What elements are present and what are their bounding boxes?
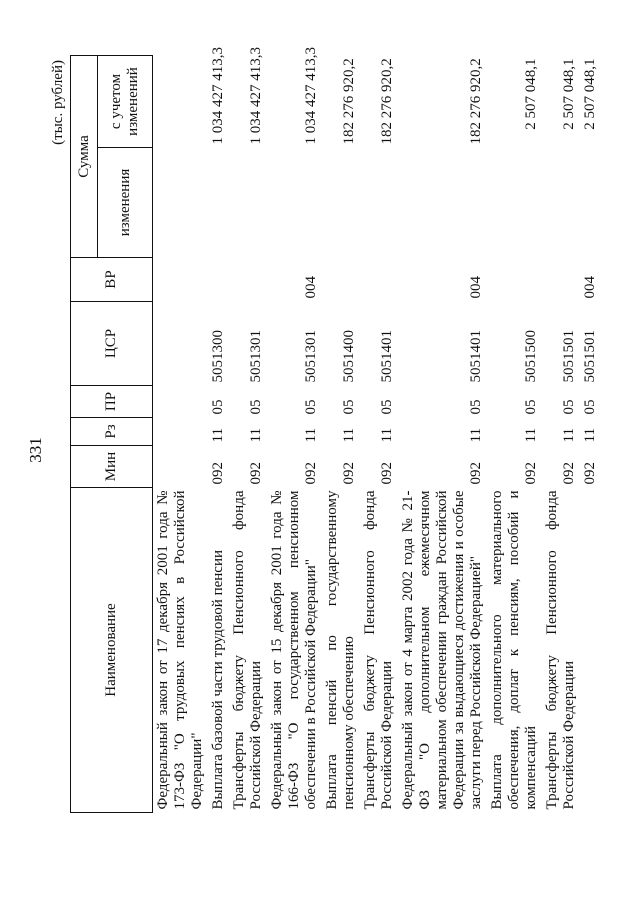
header-min: Мин bbox=[71, 446, 153, 488]
row-min: 092 bbox=[248, 462, 264, 485]
row-with-changes: 2 507 048,1 bbox=[561, 58, 577, 130]
header-changes: изменения bbox=[98, 148, 153, 258]
header-sum: Сумма bbox=[71, 55, 98, 257]
row-vr bbox=[360, 258, 398, 302]
row-changes bbox=[542, 148, 580, 258]
row-with-changes bbox=[153, 55, 209, 147]
row-rz: 11 bbox=[523, 428, 539, 443]
row-rz: 11 bbox=[582, 428, 598, 443]
table-row bbox=[487, 55, 542, 812]
row-with-changes: 182 276 920,2 bbox=[468, 58, 484, 145]
row-min: 092 bbox=[379, 462, 395, 485]
row-vr bbox=[322, 258, 360, 302]
row-pr: 05 bbox=[379, 399, 395, 415]
row-changes bbox=[229, 148, 267, 258]
row-csr: 5051300 bbox=[210, 330, 226, 383]
row-changes bbox=[487, 148, 542, 258]
row-rz: 11 bbox=[248, 428, 264, 443]
budget-table bbox=[70, 47, 601, 813]
table-row bbox=[229, 55, 267, 812]
row-pr: 05 bbox=[561, 399, 577, 415]
row-csr: 5051301 bbox=[303, 330, 319, 383]
row-min: 092 bbox=[341, 462, 357, 485]
row-vr bbox=[487, 258, 542, 302]
header-rz: Рз bbox=[71, 418, 153, 446]
table-header-row bbox=[71, 55, 98, 812]
row-min: 092 bbox=[210, 462, 226, 485]
row-vr: 004 bbox=[582, 276, 598, 299]
row-csr bbox=[153, 302, 209, 386]
row-vr: 004 bbox=[303, 276, 319, 299]
row-vr bbox=[229, 258, 267, 302]
row-min bbox=[153, 446, 209, 488]
row-changes bbox=[398, 148, 487, 258]
row-min: 092 bbox=[523, 462, 539, 485]
header-name: Наименование bbox=[71, 488, 153, 813]
row-pr: 05 bbox=[303, 399, 319, 415]
row-changes bbox=[580, 148, 601, 258]
row-vr bbox=[153, 258, 209, 302]
table-row bbox=[360, 55, 398, 812]
row-rz: 11 bbox=[468, 428, 484, 443]
table-row bbox=[208, 55, 229, 812]
table-row bbox=[153, 55, 209, 812]
row-min: 092 bbox=[303, 462, 319, 485]
row-pr: 05 bbox=[248, 399, 264, 415]
unit-note: (тыс. рублей) bbox=[50, 60, 66, 145]
row-pr: 05 bbox=[523, 399, 539, 415]
row-name: Трансферты бюджету Пенсионного фонда Российской Федерации bbox=[231, 490, 264, 810]
row-name bbox=[580, 488, 601, 813]
row-rz: 11 bbox=[210, 428, 226, 443]
row-csr: 5051500 bbox=[523, 330, 539, 383]
row-csr: 5051401 bbox=[468, 330, 484, 383]
row-name: Выплата базовой части трудовой пенсии bbox=[210, 550, 226, 810]
header-with-changes: с учетом изменений bbox=[98, 55, 153, 147]
header-pr: ПР bbox=[71, 386, 153, 418]
row-pr: 05 bbox=[341, 399, 357, 415]
row-rz: 11 bbox=[379, 428, 395, 443]
row-changes bbox=[360, 148, 398, 258]
header-vr: ВР bbox=[71, 258, 153, 302]
row-csr: 5051301 bbox=[248, 330, 264, 383]
header-csr: ЦСР bbox=[71, 302, 153, 386]
table-row bbox=[322, 55, 360, 812]
row-with-changes: 1 034 427 413,3 bbox=[210, 47, 226, 145]
row-min: 092 bbox=[561, 462, 577, 485]
row-csr: 5051501 bbox=[582, 330, 598, 383]
row-rz: 11 bbox=[341, 428, 357, 443]
row-name: Федеральный закон от 4 марта 2002 года № 21-ФЗ "О дополнительном ежемесячном материальном обеспечении граждан Российской Федерации за выдающиеся достижения и особые заслуги перед Российской Федерацией" bbox=[400, 490, 484, 810]
row-csr: 5051501 bbox=[561, 330, 577, 383]
row-csr: 5051401 bbox=[379, 330, 395, 383]
row-vr bbox=[542, 258, 580, 302]
row-rz: 11 bbox=[561, 428, 577, 443]
row-name: Федеральный закон от 17 декабря 2001 года № 173-ФЗ "О трудовых пенсиях в Российской Федерации" bbox=[155, 490, 205, 810]
row-with-changes: 182 276 920,2 bbox=[379, 58, 395, 145]
row-with-changes: 2 507 048,1 bbox=[582, 58, 598, 130]
table-row bbox=[580, 55, 601, 812]
row-with-changes: 182 276 920,2 bbox=[341, 58, 357, 145]
row-name: Трансферты бюджету Пенсионного фонда Российской Федерации bbox=[362, 490, 395, 810]
row-rz: 11 bbox=[303, 428, 319, 443]
row-with-changes: 2 507 048,1 bbox=[523, 58, 539, 130]
row-pr: 05 bbox=[468, 399, 484, 415]
row-name: Выплата пенсий по государственному пенсионному обеспечению bbox=[324, 490, 357, 810]
row-name: Федеральный закон от 15 декабря 2001 года № 166-ФЗ "О государственном пенсионном обеспечении в Российской Федерации" bbox=[269, 490, 319, 810]
row-with-changes: 1 034 427 413,3 bbox=[303, 47, 319, 145]
table-body bbox=[153, 47, 602, 812]
table-row bbox=[267, 55, 322, 812]
page-number: 331 bbox=[26, 437, 45, 463]
row-changes bbox=[153, 148, 209, 258]
row-min: 092 bbox=[468, 462, 484, 485]
row-name: Трансферты бюджету Пенсионного фонда Российской Федерации bbox=[544, 490, 577, 810]
table-row bbox=[542, 55, 580, 812]
row-changes bbox=[208, 148, 229, 258]
table-row bbox=[398, 55, 487, 812]
row-vr: 004 bbox=[468, 276, 484, 299]
row-name: Выплата дополнительного материального обеспечения, доплат к пенсиям, пособий и компенсаций bbox=[489, 490, 539, 810]
row-pr bbox=[153, 386, 209, 418]
row-pr: 05 bbox=[210, 399, 226, 415]
row-changes bbox=[322, 148, 360, 258]
row-changes bbox=[267, 148, 322, 258]
row-csr: 5051400 bbox=[341, 330, 357, 383]
row-pr: 05 bbox=[582, 399, 598, 415]
row-rz bbox=[153, 418, 209, 446]
row-min: 092 bbox=[582, 462, 598, 485]
row-with-changes: 1 034 427 413,3 bbox=[248, 47, 264, 145]
row-vr bbox=[208, 258, 229, 302]
